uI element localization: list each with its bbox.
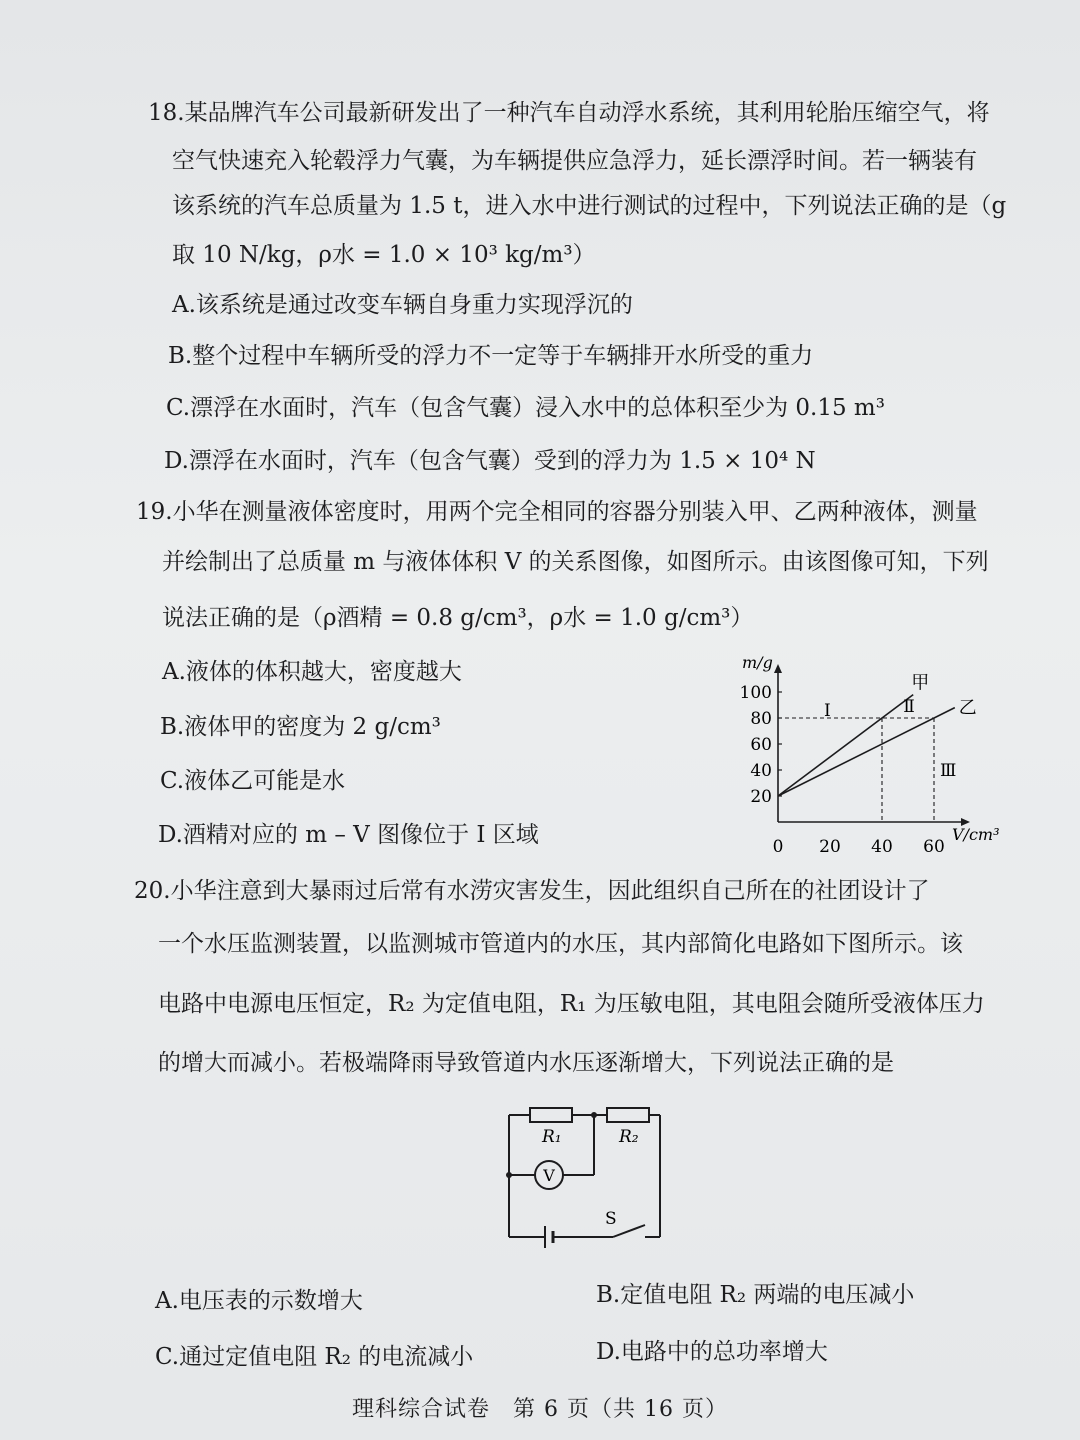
- y-tick-label: 40: [750, 761, 772, 781]
- page-footer: 理科综合试卷 第 6 页（共 16 页）: [352, 1397, 728, 1422]
- y-axis-arrow: [774, 664, 782, 673]
- series-label-jia: 甲: [911, 672, 930, 694]
- q20-line-1: 20.小华注意到大暴雨过后常有水涝灾害发生，因此组织自己所在的社团设计了: [134, 878, 930, 904]
- y-tick-label: 80: [750, 709, 772, 729]
- y-tick-label: 100: [739, 683, 772, 703]
- resistor-r2: [607, 1108, 649, 1122]
- q18-option-a: A.该系统是通过改变车辆自身重力实现浮沉的: [172, 292, 633, 318]
- circuit-diagram: [495, 1100, 675, 1260]
- x-tick-label: 60: [923, 837, 945, 855]
- q20-option-b: B.定值电阻 R₂ 两端的电压减小: [596, 1282, 915, 1308]
- label-r1: R₁: [542, 1127, 562, 1147]
- resistor-r1: [530, 1108, 572, 1122]
- y-tick-label: 60: [750, 735, 772, 755]
- q18-line-4: 取 10 N/kg，ρ水 = 1.0 × 10³ kg/m³）: [172, 242, 596, 268]
- y-tick-label: 20: [750, 787, 772, 807]
- q20-option-d: D.电路中的总功率增大: [596, 1339, 828, 1365]
- x-tick-label: 20: [819, 837, 841, 855]
- mass-volume-chart: [730, 650, 1020, 855]
- q19-line-2: 并绘制出了总质量 m 与液体体积 V 的关系图像，如图所示。由该图像可知，下列: [162, 549, 989, 575]
- q19-option-a: A.液体的体积越大，密度越大: [162, 659, 462, 685]
- q20-line-3: 电路中电源电压恒定，R₂ 为定值电阻，R₁ 为压敏电阻，其电阻会随所受液体压力: [158, 991, 985, 1017]
- q20-option-c: C.通过定值电阻 R₂ 的电流减小: [155, 1344, 474, 1370]
- x-axis-label: V/cm³: [952, 825, 1000, 844]
- q19-line-3: 说法正确的是（ρ酒精 = 0.8 g/cm³，ρ水 = 1.0 g/cm³）: [162, 605, 754, 631]
- series-label-yi: 乙: [958, 697, 977, 719]
- region-label-2: Ⅱ: [903, 697, 915, 717]
- series-line-yi: [778, 708, 955, 796]
- y-axis-label: m/g: [742, 653, 773, 672]
- junction-top: [591, 1112, 597, 1118]
- switch-label: S: [605, 1209, 617, 1229]
- q18-option-b: B.整个过程中车辆所受的浮力不一定等于车辆排开水所受的重力: [168, 343, 814, 369]
- q18-line-1: 18.某品牌汽车公司最新研发出了一种汽车自动浮水系统，其利用轮胎压缩空气，将: [148, 100, 990, 126]
- switch-blade: [613, 1225, 645, 1237]
- q19-option-c: C.液体乙可能是水: [160, 768, 346, 794]
- q18-line-3: 该系统的汽车总质量为 1.5 t，进入水中进行测试的过程中，下列说法正确的是（g: [172, 193, 1007, 219]
- voltmeter-label: V: [543, 1166, 555, 1185]
- q19-line-1: 19.小华在测量液体密度时，用两个完全相同的容器分别装入甲、乙两种液体，测量: [136, 499, 978, 525]
- q19-option-d: D.酒精对应的 m – V 图像位于 Ⅰ 区域: [158, 822, 539, 848]
- series-line-jia: [778, 695, 913, 796]
- region-label-1: Ⅰ: [824, 701, 831, 721]
- q20-option-a: A.电压表的示数增大: [155, 1288, 363, 1314]
- label-r2: R₂: [619, 1127, 639, 1147]
- q20-line-2: 一个水压监测装置，以监测城市管道内的水压，其内部简化电路如下图所示。该: [158, 931, 963, 957]
- q19-option-b: B.液体甲的密度为 2 g/cm³: [160, 714, 441, 740]
- q20-line-4: 的增大而减小。若极端降雨导致管道内水压逐渐增大，下列说法正确的是: [158, 1050, 894, 1076]
- q18-option-d: D.漂浮在水面时，汽车（包含气囊）受到的浮力为 1.5 × 10⁴ N: [164, 448, 816, 474]
- x-tick-label: 40: [871, 837, 893, 855]
- q18-line-2: 空气快速充入轮毂浮力气囊，为车辆提供应急浮力，延长漂浮时间。若一辆装有: [172, 148, 977, 174]
- region-label-3: Ⅲ: [940, 761, 957, 781]
- x-tick-label: 0: [772, 837, 784, 855]
- junction-left: [506, 1172, 512, 1178]
- q18-option-c: C.漂浮在水面时，汽车（包含气囊）浸入水中的总体积至少为 0.15 m³: [166, 395, 885, 421]
